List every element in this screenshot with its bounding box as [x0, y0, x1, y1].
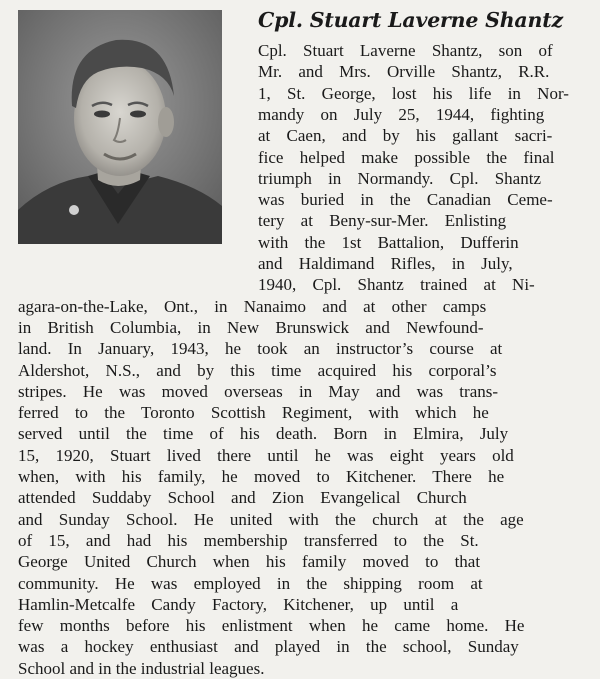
- body-text-line: community. He was employed in the shipping room at: [18, 573, 483, 593]
- body-text-line: mandy on July 25, 1944, fighting: [258, 104, 545, 124]
- body-text-line: fice helped make possible the final: [258, 147, 555, 167]
- body-text-line: Cpl. Stuart Laverne Shantz, son of: [258, 41, 553, 60]
- body-text-line: land. In January, 1943, he took an instructor’s course at: [18, 339, 503, 359]
- body-text-line: was buried in the Canadian Ceme-: [258, 190, 553, 210]
- body-text-line: of 15, and had his membership transferred to the St.: [18, 530, 479, 550]
- body-text-line: Mr. and Mrs. Orville Shantz, R.R.: [258, 62, 550, 82]
- body-text-line: when, with his family, he moved to Kitchener. There he: [18, 467, 505, 486]
- body-text-line: Hamlin-Metcalfe Candy Factory, Kitchener, up until a: [18, 594, 459, 614]
- body-text-line: at Caen, and by his gallant sacri-: [258, 126, 553, 146]
- body-text-line: 15, 1920, Stuart lived there until he was eight years old: [18, 445, 514, 465]
- portrait-photo: [18, 10, 222, 244]
- body-text-line: Aldershot, N.S., and by this time acquired his corporal’s: [18, 360, 497, 380]
- body-text-line: with the 1st Battalion, Dufferin: [258, 232, 519, 252]
- body-text-line: School and in the industrial leagues.: [18, 658, 265, 678]
- body-text-line: 1, St. George, lost his life in Nor-: [258, 83, 569, 103]
- body-text-line: George United Church when his family moved to that: [18, 552, 481, 572]
- body-text-line: 1940, Cpl. Shantz trained at Ni-: [258, 275, 535, 295]
- body-text-line: and Haldimand Rifles, in July,: [258, 254, 513, 273]
- body-text-line: agara-on-the-Lake, Ont., in Nanaimo and at other camps: [18, 296, 487, 316]
- body-text-line: stripes. He was moved overseas in May and was trans-: [18, 381, 499, 401]
- body-text-line: attended Suddaby School and Zion Evangelical Church: [18, 488, 467, 508]
- body-text-line: served until the time of his death. Born in Elmira, July: [18, 424, 509, 444]
- portrait-image: [18, 10, 222, 244]
- obituary-title: Cpl. Stuart Laverne Shantz: [258, 8, 563, 32]
- body-text-line: few months before his enlistment when he came home. He: [18, 616, 525, 636]
- body-text-line: was a hockey enthusiast and played in the school, Sunday: [18, 637, 519, 657]
- body-text-line: in British Columbia, in New Brunswick and Newfound-: [18, 317, 484, 337]
- body-text-line: and Sunday School. He united with the church at the age: [18, 509, 524, 529]
- body-text-line: tery at Beny-sur-Mer. Enlisting: [258, 211, 507, 231]
- body-text-line: triumph in Normandy. Cpl. Shantz: [258, 168, 541, 188]
- body-text-line: ferred to the Toronto Scottish Regiment, with which he: [18, 403, 489, 423]
